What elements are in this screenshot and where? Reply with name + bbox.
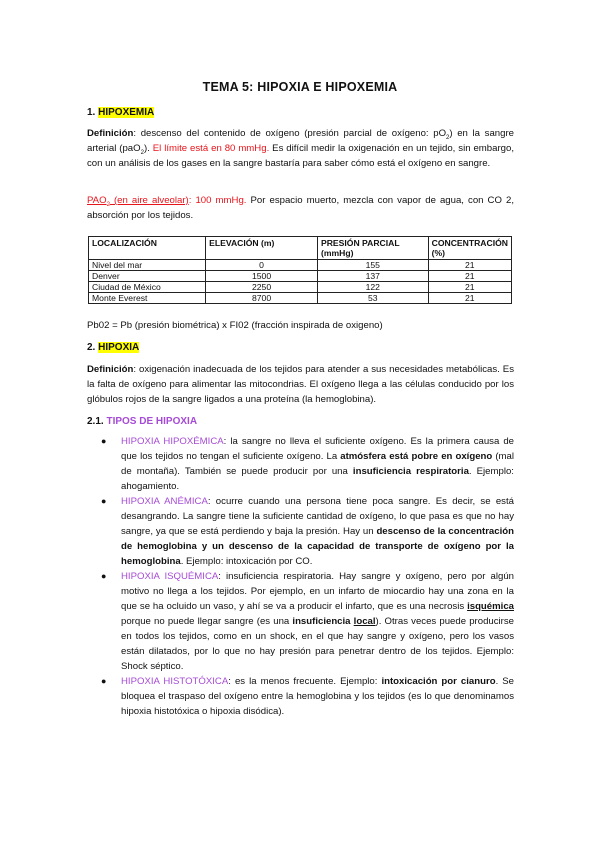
section-2-1-number: 2.1. bbox=[87, 416, 104, 427]
definition-label: Definición bbox=[87, 128, 134, 139]
section-1-title: HIPOXEMIA bbox=[98, 107, 155, 118]
item-bold: insuficiencia respiratoria bbox=[352, 466, 469, 477]
table-row bbox=[89, 282, 512, 293]
table-cell: 21 bbox=[428, 271, 511, 282]
item-text: . Ejemplo: intoxicación por CO. bbox=[180, 556, 313, 567]
subscript-2: 2 bbox=[106, 201, 110, 208]
table-cell: 155 bbox=[317, 260, 428, 271]
pao2-value: : 100 mmHg. bbox=[188, 195, 247, 206]
item-label: HIPOXIA ANÉMICA bbox=[121, 496, 208, 507]
section-2-number: 2. bbox=[87, 342, 96, 353]
table-cell: 21 bbox=[428, 282, 511, 293]
section-2-1-title: TIPOS DE HIPOXIA bbox=[106, 416, 198, 427]
item-bold: descenso de la concentración de hemoglobina y un descenso de la capacidad de transporte de oxígeno por la hemoglobina bbox=[121, 526, 514, 567]
table-cell: Ciudad de México bbox=[89, 282, 206, 293]
item-bold: atmósfera está pobre en oxígeno bbox=[340, 451, 493, 462]
definition-text: : oxigenación inadecuada de los tejidos para atender a sus necesidades metabólicas. Es la falta de oxígeno para alimentar las mitocondrias. El oxígeno llega a las células conducido por los glóbulos rojos de la sangre ligados a una proteína (la hemoglobina). bbox=[87, 364, 514, 405]
section-2-definition bbox=[87, 362, 514, 407]
item-label: HIPOXIA HISTOTÓXICA bbox=[121, 676, 229, 687]
table-row bbox=[89, 260, 512, 271]
item-text: : la sangre no lleva el suficiente oxígeno. Es la primera causa de que los tejidos no tengan el suficiente oxígeno. La bbox=[121, 436, 514, 462]
item-text: ). Otras veces puede producirse en todos los tejidos, como en un shock, en el que hay sangre y oxígeno, pero los vasos están dilatados, por lo que no hay presión para penetrar dentro de los tejidos. Ejemplo: Shock séptico. bbox=[121, 616, 514, 672]
header-presion: PRESIÓN PARCIAL (mmHg) bbox=[317, 237, 428, 260]
list-item bbox=[87, 434, 514, 494]
subscript-2: 2 bbox=[446, 134, 450, 141]
list-item bbox=[87, 569, 514, 674]
table-row bbox=[89, 293, 512, 304]
definition-text-c: ). bbox=[143, 143, 153, 154]
item-underline: isquémica bbox=[467, 601, 514, 612]
table-cell: Nivel del mar bbox=[89, 260, 206, 271]
table-cell: 1500 bbox=[206, 271, 318, 282]
definition-text-a: : descenso del contenido de oxígeno (presión parcial de oxígeno: pO bbox=[133, 128, 447, 139]
table-cell: 21 bbox=[428, 260, 511, 271]
list-item bbox=[87, 494, 514, 569]
bullet-icon: ● bbox=[101, 496, 107, 506]
table-cell: Denver bbox=[89, 271, 206, 282]
limit-text: El límite está en 80 mmHg. bbox=[152, 143, 270, 154]
pao2-b: (en aire alveolar) bbox=[109, 195, 189, 206]
item-label: HIPOXIA HIPOXÉMICA bbox=[121, 436, 224, 447]
table-cell: 53 bbox=[317, 293, 428, 304]
item-text: . Ejemplo: ahogamiento. bbox=[121, 466, 514, 492]
subscript-2: 2 bbox=[140, 149, 144, 156]
hypoxia-types-list bbox=[87, 434, 514, 719]
header-concentracion: CONCENTRACIÓN (%) bbox=[428, 237, 511, 260]
item-label: HIPOXIA ISQUÉMICA bbox=[121, 571, 219, 582]
bullet-icon: ● bbox=[101, 676, 107, 686]
bullet-icon: ● bbox=[101, 436, 107, 446]
section-2-heading bbox=[87, 340, 514, 355]
page-title: TEMA 5: HIPOXIA E HIPOXEMIA bbox=[202, 80, 398, 94]
pao2-paragraph bbox=[87, 193, 514, 223]
table-cell: 137 bbox=[317, 271, 428, 282]
header-elevacion: ELEVACIÓN (m) bbox=[206, 237, 318, 260]
pao2-rest: Por espacio muerto, mezcla con vapor de agua, con CO 2, absorción por los tejidos. bbox=[87, 195, 515, 221]
table-cell: Monte Everest bbox=[89, 293, 206, 304]
section-2-title: HIPOXIA bbox=[98, 342, 140, 353]
table-cell: 0 bbox=[206, 260, 318, 271]
section-1-heading bbox=[87, 105, 514, 120]
item-text: : ocurre cuando una persona tiene poca sangre. Es decir, se está desangrando. La sangre tiene la suficiente cantidad de oxígeno, lo que pasa es que no hay sangre, ya que se está perdiendo y baja la presión. Hay un bbox=[121, 496, 514, 537]
table-cell: 8700 bbox=[206, 293, 318, 304]
formula-line: Pb02 = Pb (presión biométrica) x FI02 (fracción inspirada de oxigeno) bbox=[87, 320, 383, 331]
item-bold: insuficiencia bbox=[292, 616, 354, 627]
item-underline: local bbox=[353, 616, 376, 627]
table-cell: 122 bbox=[317, 282, 428, 293]
item-text: . Se bloquea el traspaso del oxígeno entre la hemoglobina y los tejidos (es lo que denominamos hipoxia histotóxica o hipoxia disódica). bbox=[121, 676, 514, 717]
bullet-icon: ● bbox=[101, 571, 107, 581]
section-1-definition bbox=[87, 126, 514, 171]
header-localizacion: LOCALIZACIÓN bbox=[89, 237, 206, 260]
list-item bbox=[87, 674, 514, 719]
section-2-1-heading bbox=[87, 414, 514, 429]
altitude-table bbox=[88, 236, 512, 304]
pao2-a: PAO bbox=[87, 195, 107, 206]
table-cell: 21 bbox=[428, 293, 511, 304]
definition-text-d: Es difícil medir la oxigenación en un tejido, sin embargo, con un análisis de los gases en la sangre bastaría para saber cómo está el oxígeno en sangre. bbox=[87, 143, 514, 169]
definition-label: Definición bbox=[87, 364, 134, 375]
definition-text-b: ) en la sangre arterial (paO bbox=[87, 128, 514, 154]
table-row bbox=[89, 271, 512, 282]
item-bold: intoxicación por cianuro bbox=[381, 676, 496, 687]
table-cell: 2250 bbox=[206, 282, 318, 293]
table-header-row bbox=[89, 237, 512, 260]
item-text: porque no puede llegar sangre (es una bbox=[121, 616, 293, 627]
item-text: (mal de montaña). También se puede producir por una bbox=[121, 451, 515, 477]
section-1-number: 1. bbox=[87, 107, 96, 118]
pao2-label bbox=[87, 195, 189, 206]
item-text: : insuficiencia respiratoria. Hay sangre y oxígeno, pero por algún motivo no llega a los tejidos. Por ejemplo, en un infarto de miocardio hay una zona en la que se ha ocluido un vaso, y ahí se va a producir el infarto, que es una necrosis bbox=[121, 571, 514, 612]
item-text: : es la menos frecuente. Ejemplo: bbox=[228, 676, 382, 687]
